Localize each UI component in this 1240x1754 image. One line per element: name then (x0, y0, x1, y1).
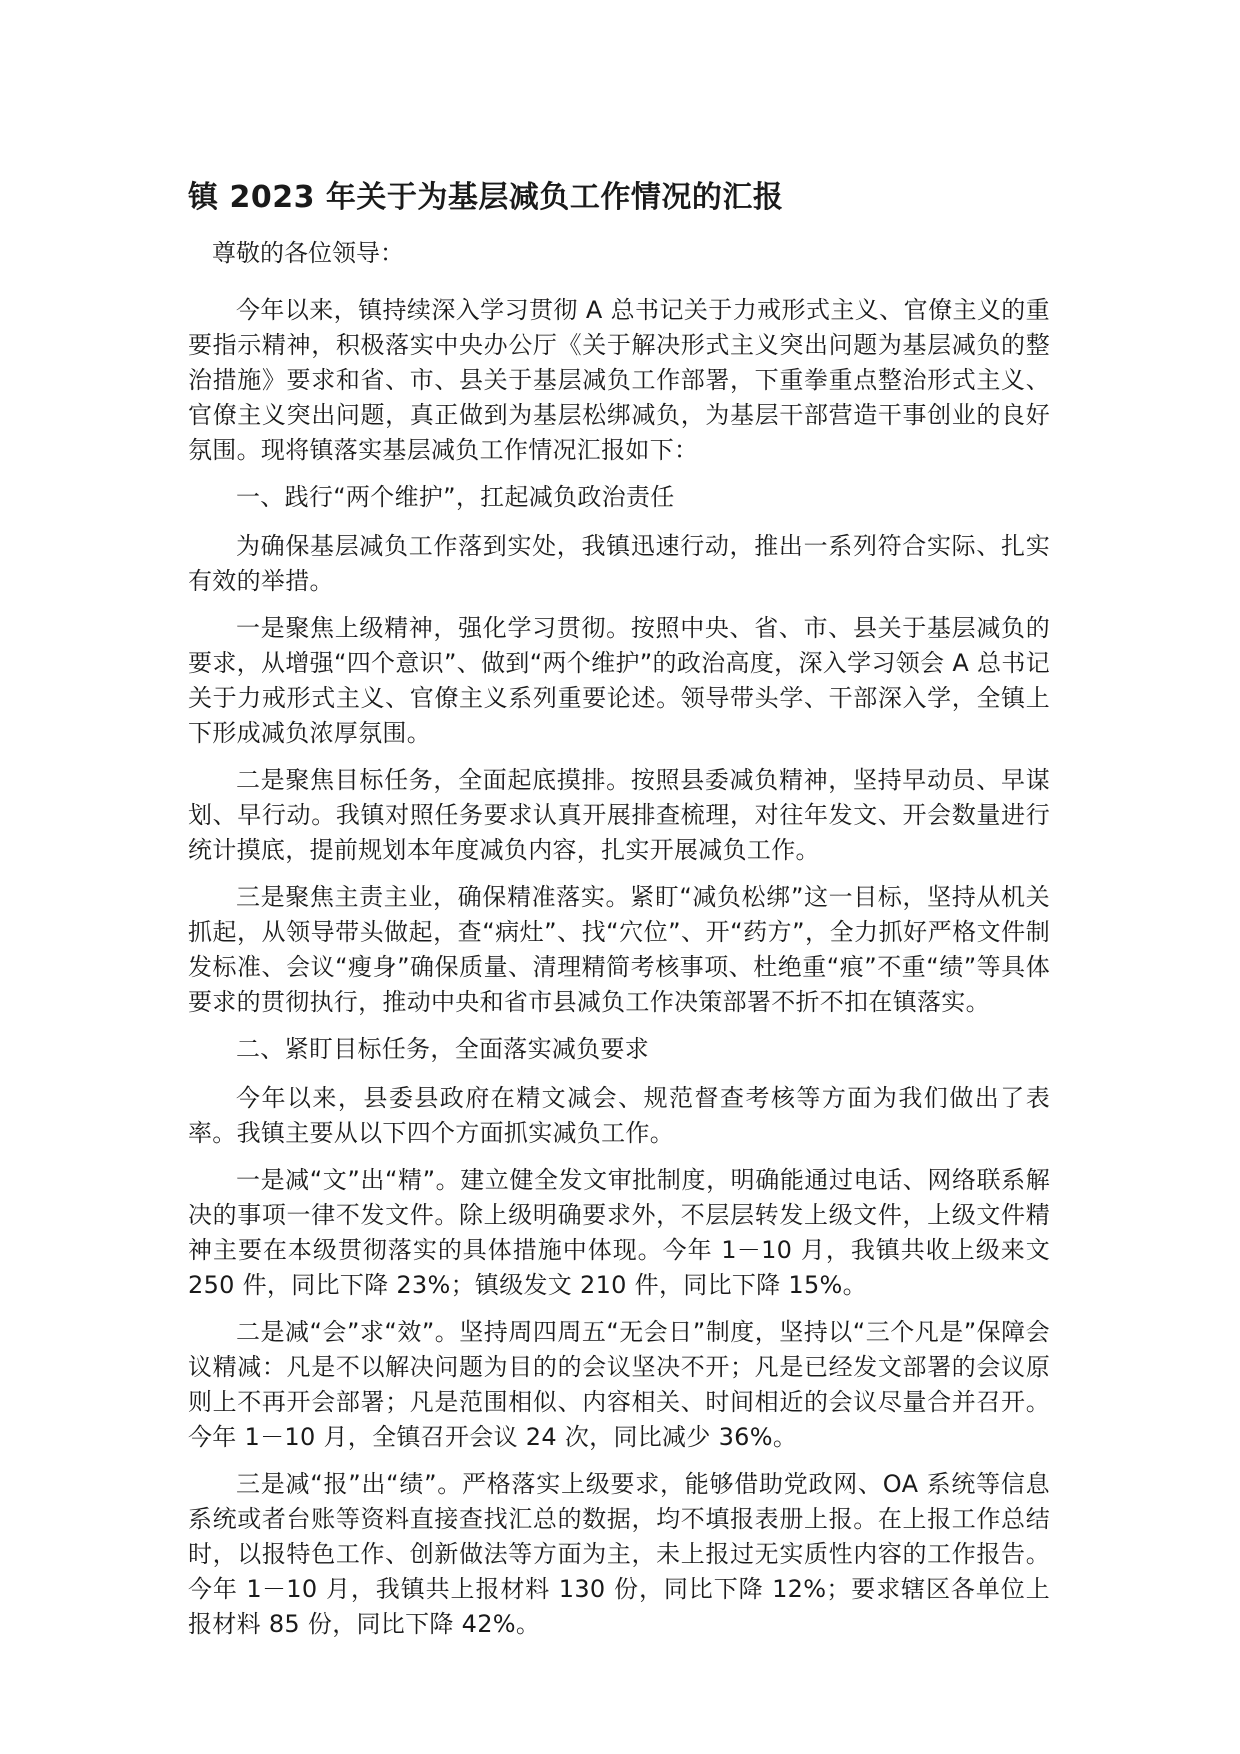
section-2-point-3: 三是减“报”出“绩”。严格落实上级要求，能够借助党政网、OA 系统等信息系统或者台账等资料直接查找汇总的数据，均不填报表册上报。在上报工作总结时，以报特色工作、创新做法等方面为主，未上报过无实质性内容的工作报告。今年 1－10 月，我镇共上报材料 130 份，同比下降 12%；要求辖区各单位上报材料 85 份，同比下降 42%。 (188, 1470, 1050, 1638)
section-heading-2: 二、紧盯目标任务，全面落实减负要求 (236, 1035, 650, 1063)
section-1-point-2: 二是聚焦目标任务，全面起底摸排。按照县委减负精神，坚持早动员、早谋划、早行动。我镇对照任务要求认真开展排查梳理，对往年发文、开会数量进行统计摸底，提前规划本年度减负内容，扎实开展减负工作。 (188, 766, 1050, 864)
intro-paragraph: 今年以来，镇持续深入学习贯彻 A 总书记关于力戒形式主义、官僚主义的重要指示精神，积极落实中央办公厅《关于解决形式主义突出问题为基层减负的整治措施》要求和省、市、县关于基层减负工作部署，下重拳重点整治形式主义、官僚主义突出问题，真正做到为基层松绑减负，为基层干部营造干事创业的良好氛围。现将镇落实基层减负工作情况汇报如下： (188, 296, 1050, 464)
section-2-intro: 今年以来，县委县政府在精文减会、规范督查考核等方面为我们做出了表率。我镇主要从以下四个方面抓实减负工作。 (188, 1084, 1050, 1147)
section-1-point-1: 一是聚焦上级精神，强化学习贯彻。按照中央、省、市、县关于基层减负的要求，从增强“四个意识”、做到“两个维护”的政治高度，深入学习领会 A 总书记关于力戒形式主义、官僚主义系列重要论述。领导带头学、干部深入学，全镇上下形成减负浓厚氛围。 (188, 614, 1050, 747)
salutation: 尊敬的各位领导： (212, 239, 404, 267)
document-title: 镇 2023 年关于为基层减负工作情况的汇报 (188, 180, 784, 215)
section-2-point-2: 二是减“会”求“效”。坚持周四周五“无会日”制度，坚持以“三个凡是”保障会议精减：凡是不以解决问题为目的的会议坚决不开；凡是已经发文部署的会议原则上不再开会部署；凡是范围相似、内容相关、时间相近的会议尽量合并召开。今年 1－10 月，全镇召开会议 24 次，同比减少 36%。 (188, 1318, 1050, 1451)
section-1-intro: 为确保基层减负工作落到实处，我镇迅速行动，推出一系列符合实际、扎实有效的举措。 (188, 532, 1050, 595)
section-1-point-3: 三是聚焦主责主业，确保精准落实。紧盯“减负松绑”这一目标，坚持从机关抓起，从领导带头做起，查“病灶”、找“穴位”、开“药方”，全力抓好严格文件制发标准、会议“瘦身”确保质量、清理精简考核事项、杜绝重“痕”不重“绩”等具体要求的贯彻执行，推动中央和省市县减负工作决策部署不折不扣在镇落实。 (188, 883, 1050, 1016)
section-heading-1: 一、践行“两个维护”，扛起减负政治责任 (236, 483, 675, 511)
section-2-point-1: 一是减“文”出“精”。建立健全发文审批制度，明确能通过电话、网络联系解决的事项一律不发文件。除上级明确要求外，不层层转发上级文件，上级文件精神主要在本级贯彻落实的具体措施中体现。今年 1－10 月，我镇共收上级来文 250 件，同比下降 23%；镇级发文 210 件，同比下降 15%。 (188, 1166, 1050, 1299)
document-page (188, 175, 1050, 1654)
